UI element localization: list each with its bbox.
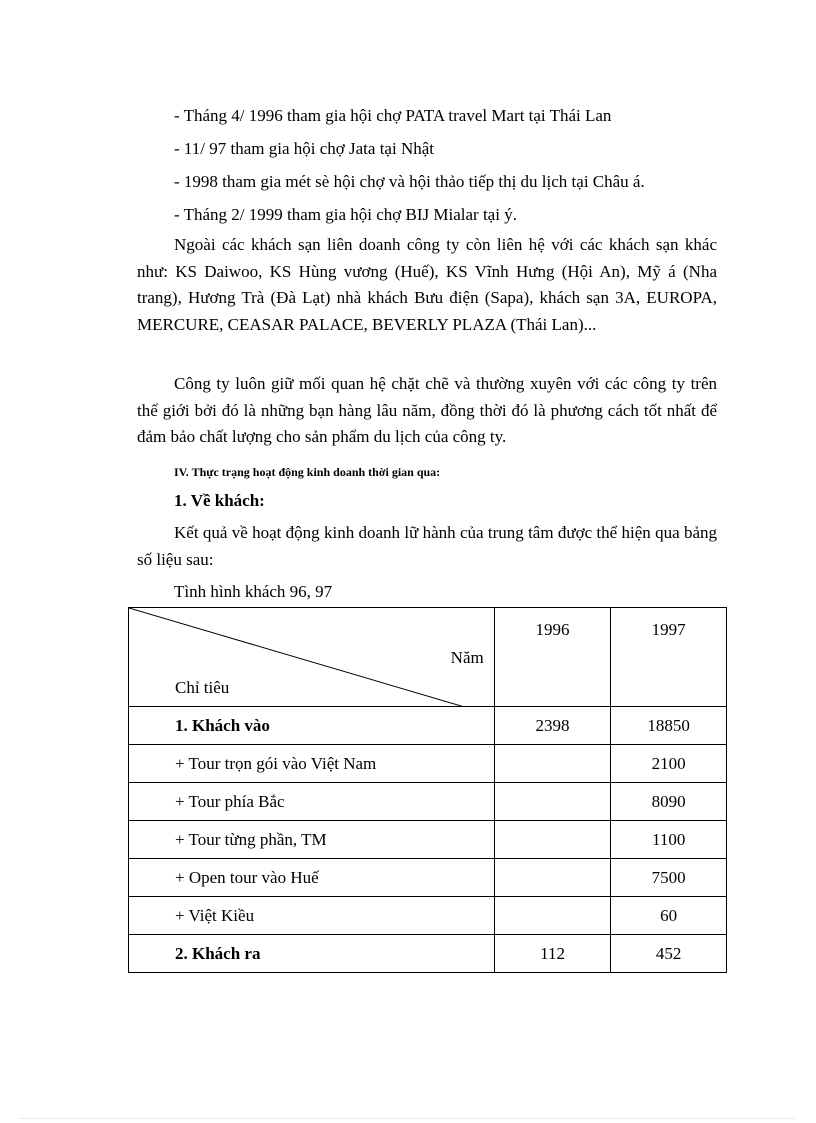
bullet-item: - 11/ 97 tham gia hội chợ Jata tại Nhật: [174, 139, 434, 158]
value-1997: 8090: [611, 783, 727, 821]
row-label: 1. Khách vào: [129, 707, 495, 745]
row-label: 2. Khách ra: [129, 935, 495, 973]
value-1996: [494, 859, 611, 897]
value-1996: [494, 897, 611, 935]
paragraph-text: Ngoài các khách sạn liên doanh công ty còn liên hệ với các khách sạn khác như: KS Daiwoo, KS Hùng vương (Huế), KS Vĩnh Hưng (Hội An), Mỹ á (Nha trang), Hương Trà (Đà Lạt) nhà khách Bưu điện (Sapa), khách sạn 3A, EUROPA, MERCURE, CEASAR PALACE, BEVERLY PLAZA (Thái Lan)...: [137, 235, 717, 334]
paragraph: [137, 232, 717, 338]
value-1997: 452: [611, 935, 727, 973]
subsection-heading: 1. Về khách:: [174, 491, 265, 510]
indicator-axis-label: Chỉ tiêu: [175, 678, 230, 697]
row-label: + Tour từng phần, TM: [129, 821, 495, 859]
year-header-1996: 1996: [494, 608, 611, 707]
paragraph-text: Kết quả về hoạt động kinh doanh lữ hành của trung tâm được thể hiện qua bảng số liệu sau:: [137, 523, 717, 569]
table-row: [129, 783, 727, 821]
table-row: [129, 935, 727, 973]
value-1997: 60: [611, 897, 727, 935]
value-1996: 112: [494, 935, 611, 973]
table-caption: Tình hình khách 96, 97: [174, 582, 333, 601]
table-header-row: [129, 608, 727, 707]
value-1996: 2398: [494, 707, 611, 745]
bullet-item: - Tháng 2/ 1999 tham gia hội chợ BIJ Mialar tại ý.: [174, 205, 517, 224]
table-row: [129, 897, 727, 935]
paragraph-text: Công ty luôn giữ mối quan hệ chặt chẽ và thường xuyên với các công ty trên thế giới bởi đó là những bạn hàng lâu năm, đồng thời đó là phương cách tốt nhất để đảm bảo chất lượng cho sản phẩm du lịch của công ty.: [137, 374, 717, 446]
row-label: + Tour phía Bắc: [129, 783, 495, 821]
section-heading: IV. Thực trạng hoạt động kinh doanh thời gian qua:: [174, 465, 441, 479]
bullet-item: - Tháng 4/ 1996 tham gia hội chợ PATA travel Mart tại Thái Lan: [174, 106, 612, 125]
year-axis-label: Năm: [450, 648, 484, 667]
bullet-item: - 1998 tham gia mét sè hội chợ và hội thảo tiếp thị du lịch tại Châu á.: [174, 172, 645, 191]
value-1997: 2100: [611, 745, 727, 783]
value-1997: 1100: [611, 821, 727, 859]
diagonal-header-cell: [129, 608, 495, 707]
paragraph: [137, 520, 717, 573]
value-1997: 18850: [611, 707, 727, 745]
value-1996: [494, 783, 611, 821]
guest-statistics-table: [128, 607, 727, 973]
row-label: + Tour trọn gói vào Việt Nam: [129, 745, 495, 783]
value-1997: 7500: [611, 859, 727, 897]
paragraph: [137, 371, 717, 451]
table-row: [129, 821, 727, 859]
value-1996: [494, 821, 611, 859]
table-row: [129, 745, 727, 783]
table-row: [129, 859, 727, 897]
year-header-1997: 1997: [611, 608, 727, 707]
row-label: + Open tour vào Huế: [129, 859, 495, 897]
row-label: + Việt Kiều: [129, 897, 495, 935]
table-row: [129, 707, 727, 745]
value-1996: [494, 745, 611, 783]
page-bottom-divider: [20, 1118, 796, 1119]
